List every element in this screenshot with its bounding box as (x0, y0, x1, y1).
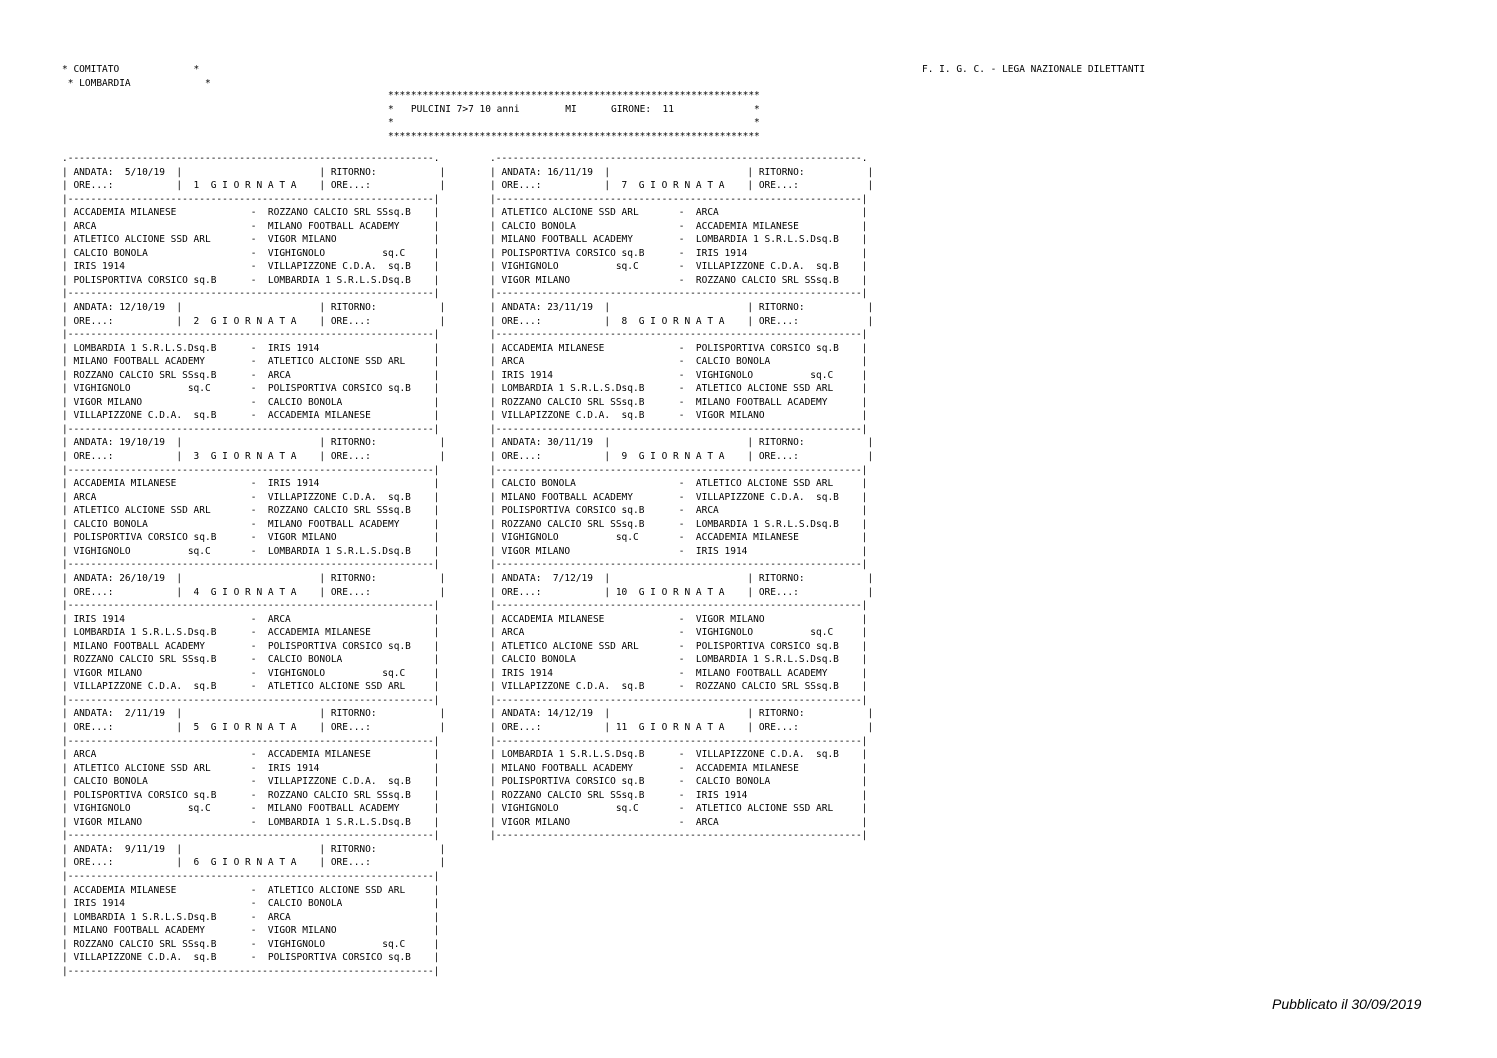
match-row: | CALCIO BONOLA - ATLETICO ALCIONE SSD ARL | (490, 478, 868, 490)
match-row: | VILLAPIZZONE C.D.A. sq.B - VIGOR MILANO | (490, 410, 868, 422)
match-row: | VIGOR MILANO - ROZZANO CALCIO SRL SSsq.B | (490, 274, 868, 286)
round-border: |----------------------------------------------------------------| (490, 694, 868, 706)
committee-line-2: * LOMBARDIA * (62, 77, 211, 89)
round-giornata-line: | ORE...: | 9 G I O R N A T A | ORE...: | (490, 451, 874, 463)
match-row: | ACCADEMIA MILANESE - POLISPORTIVA CORSICO sq.B | (490, 342, 868, 354)
match-row: | POLISPORTIVA CORSICO sq.B - ROZZANO CALCIO SRL SSsq.B | (62, 789, 440, 801)
round-border: |----------------------------------------------------------------| (490, 329, 868, 341)
match-row: | VIGHIGNOLO sq.C - ATLETICO ALCIONE SSD ARL | (490, 803, 868, 815)
match-row: | VIGHIGNOLO sq.C - VILLAPIZZONE C.D.A. sq.B | (490, 261, 868, 273)
match-row: | VIGHIGNOLO sq.C - ACCADEMIA MILANESE | (490, 532, 868, 544)
round-andata-line: | ANDATA: 12/10/19 | | RITORNO: | (62, 302, 446, 314)
round-andata-line: | ANDATA: 26/10/19 | | RITORNO: | (62, 572, 446, 584)
schedule-column-right (490, 152, 873, 843)
round-block (62, 301, 445, 436)
federation-header: F. I. G. C. - LEGA NAZIONALE DILETTANTI (922, 64, 1146, 75)
match-row: | POLISPORTIVA CORSICO sq.B - ARCA | (490, 505, 868, 517)
round-block (62, 572, 445, 707)
round-border: |----------------------------------------------------------------| (62, 329, 440, 341)
round-andata-line: | ANDATA: 7/12/19 | | RITORNO: | (490, 572, 874, 584)
round-border: |----------------------------------------------------------------| (62, 965, 440, 977)
publication-date: Pubblicato il 30/09/2019 (1272, 996, 1422, 1012)
round-border: |----------------------------------------------------------------| (490, 464, 868, 476)
match-row: | ROZZANO CALCIO SRL SSsq.B - IRIS 1914 | (490, 789, 868, 801)
round-giornata-line: | ORE...: | 11 G I O R N A T A | ORE...: | (490, 721, 874, 733)
match-row: | MILANO FOOTBALL ACADEMY - VILLAPIZZONE C.D.A. sq.B | (490, 491, 868, 503)
match-row: | LOMBARDIA 1 S.R.L.S.Dsq.B - VILLAPIZZONE C.D.A. sq.B | (490, 749, 868, 761)
match-row: | VIGOR MILANO - IRIS 1914 | (490, 545, 868, 557)
match-row: | MILANO FOOTBALL ACADEMY - VIGOR MILANO | (62, 925, 440, 937)
match-row: | LOMBARDIA 1 S.R.L.S.Dsq.B - IRIS 1914 | (62, 342, 440, 354)
match-row: | ATLETICO ALCIONE SSD ARL - ARCA | (490, 207, 868, 219)
title-empty-line: * * (388, 117, 760, 129)
round-giornata-line: | ORE...: | 10 G I O R N A T A | ORE...: | (490, 586, 874, 598)
round-andata-line: | ANDATA: 16/11/19 | | RITORNO: | (490, 166, 874, 178)
match-row: | VILLAPIZZONE C.D.A. sq.B - ROZZANO CALCIO SRL SSsq.B | (490, 681, 868, 693)
match-row: | VIGOR MILANO - ARCA | (490, 816, 868, 828)
round-border: |----------------------------------------------------------------| (62, 464, 440, 476)
round-border: |----------------------------------------------------------------| (490, 193, 868, 205)
match-row: | ARCA - VIGHIGNOLO sq.C | (490, 627, 868, 639)
round-andata-line: | ANDATA: 5/10/19 | | RITORNO: | (62, 166, 446, 178)
match-row: | IRIS 1914 - ARCA | (62, 613, 440, 625)
match-row: | ACCADEMIA MILANESE - ROZZANO CALCIO SRL SSsq.B | (62, 207, 440, 219)
round-border: |----------------------------------------------------------------| (62, 830, 440, 842)
round-giornata-line: | ORE...: | 4 G I O R N A T A | ORE...: | (62, 586, 446, 598)
round-block (62, 843, 445, 978)
round-block (490, 707, 873, 842)
match-row: | VILLAPIZZONE C.D.A. sq.B - ATLETICO ALCIONE SSD ARL | (62, 681, 440, 693)
round-andata-line: | ANDATA: 23/11/19 | | RITORNO: | (490, 302, 874, 314)
match-row: | ROZZANO CALCIO SRL SSsq.B - MILANO FOOTBALL ACADEMY | (490, 396, 868, 408)
match-row: | VIGHIGNOLO sq.C - MILANO FOOTBALL ACADEMY | (62, 803, 440, 815)
schedule-column-left (62, 152, 445, 978)
match-row: | LOMBARDIA 1 S.R.L.S.Dsq.B - ATLETICO ALCIONE SSD ARL | (490, 383, 868, 395)
match-row: | ARCA - MILANO FOOTBALL ACADEMY | (62, 220, 440, 232)
match-row: | VIGOR MILANO - VIGHIGNOLO sq.C | (62, 667, 440, 679)
round-block (62, 436, 445, 571)
match-row: | ACCADEMIA MILANESE - IRIS 1914 | (62, 478, 440, 490)
match-row: | VIGHIGNOLO sq.C - LOMBARDIA 1 S.R.L.S.Dsq.B | (62, 545, 440, 557)
round-block (62, 152, 445, 301)
round-giornata-line: | ORE...: | 8 G I O R N A T A | ORE...: | (490, 315, 874, 327)
round-border: .----------------------------------------------------------------. (490, 153, 868, 164)
match-row: | ATLETICO ALCIONE SSD ARL - IRIS 1914 | (62, 762, 440, 774)
round-block (490, 152, 873, 301)
round-border: |----------------------------------------------------------------| (62, 600, 440, 612)
round-block (62, 707, 445, 842)
match-row: | ACCADEMIA MILANESE - ATLETICO ALCIONE SSD ARL | (62, 884, 440, 896)
match-row: | ROZZANO CALCIO SRL SSsq.B - LOMBARDIA 1 S.R.L.S.Dsq.B | (490, 518, 868, 530)
round-border: .----------------------------------------------------------------. (62, 153, 440, 164)
match-row: | VILLAPIZZONE C.D.A. sq.B - ACCADEMIA MILANESE | (62, 410, 440, 422)
championship-title-box (388, 89, 760, 143)
match-row: | ACCADEMIA MILANESE - VIGOR MILANO | (490, 613, 868, 625)
round-border: |----------------------------------------------------------------| (490, 600, 868, 612)
match-row: | POLISPORTIVA CORSICO sq.B - IRIS 1914 | (490, 247, 868, 259)
match-row: | IRIS 1914 - MILANO FOOTBALL ACADEMY | (490, 667, 868, 679)
round-giornata-line: | ORE...: | 6 G I O R N A T A | ORE...: | (62, 857, 446, 869)
match-row: | VIGOR MILANO - LOMBARDIA 1 S.R.L.S.Dsq.B | (62, 816, 440, 828)
match-row: | MILANO FOOTBALL ACADEMY - ATLETICO ALCIONE SSD ARL | (62, 356, 440, 368)
match-row: | MILANO FOOTBALL ACADEMY - ACCADEMIA MILANESE | (490, 762, 868, 774)
round-andata-line: | ANDATA: 2/11/19 | | RITORNO: | (62, 708, 446, 720)
round-border: |----------------------------------------------------------------| (490, 559, 868, 571)
round-border: |----------------------------------------------------------------| (490, 288, 868, 300)
round-andata-line: | ANDATA: 14/12/19 | | RITORNO: | (490, 708, 874, 720)
title-category-line: * PULCINI 7>7 10 anni MI GIRONE: 11 * (388, 103, 760, 115)
match-row: | ARCA - VILLAPIZZONE C.D.A. sq.B | (62, 491, 440, 503)
match-row: | ARCA - CALCIO BONOLA | (490, 356, 868, 368)
match-row: | ATLETICO ALCIONE SSD ARL - VIGOR MILANO | (62, 234, 440, 246)
title-border-bottom: ***************************************************************** (388, 130, 760, 142)
match-row: | CALCIO BONOLA - ACCADEMIA MILANESE | (490, 220, 868, 232)
round-giornata-line: | ORE...: | 1 G I O R N A T A | ORE...: | (62, 180, 446, 192)
match-row: | CALCIO BONOLA - VILLAPIZZONE C.D.A. sq.B | (62, 776, 440, 788)
match-row: | MILANO FOOTBALL ACADEMY - LOMBARDIA 1 S.R.L.S.Dsq.B | (490, 234, 868, 246)
round-andata-line: | ANDATA: 19/10/19 | | RITORNO: | (62, 437, 446, 449)
match-row: | MILANO FOOTBALL ACADEMY - POLISPORTIVA CORSICO sq.B | (62, 640, 440, 652)
round-border: |----------------------------------------------------------------| (62, 735, 440, 747)
match-row: | IRIS 1914 - CALCIO BONOLA | (62, 898, 440, 910)
match-row: | VILLAPIZZONE C.D.A. sq.B - POLISPORTIVA CORSICO sq.B | (62, 952, 440, 964)
match-row: | ATLETICO ALCIONE SSD ARL - POLISPORTIVA CORSICO sq.B | (490, 640, 868, 652)
round-border: |----------------------------------------------------------------| (62, 694, 440, 706)
round-border: |----------------------------------------------------------------| (62, 423, 440, 435)
round-block (490, 436, 873, 571)
match-row: | POLISPORTIVA CORSICO sq.B - CALCIO BONOLA | (490, 776, 868, 788)
round-border: |----------------------------------------------------------------| (490, 830, 868, 842)
match-row: | VIGHIGNOLO sq.C - POLISPORTIVA CORSICO sq.B | (62, 383, 440, 395)
match-row: | IRIS 1914 - VILLAPIZZONE C.D.A. sq.B | (62, 261, 440, 273)
round-border: |----------------------------------------------------------------| (62, 193, 440, 205)
match-row: | LOMBARDIA 1 S.R.L.S.Dsq.B - ARCA | (62, 911, 440, 923)
match-row: | IRIS 1914 - VIGHIGNOLO sq.C | (490, 369, 868, 381)
round-andata-line: | ANDATA: 30/11/19 | | RITORNO: | (490, 437, 874, 449)
match-row: | ATLETICO ALCIONE SSD ARL - ROZZANO CALCIO SRL SSsq.B | (62, 505, 440, 517)
committee-header (62, 63, 211, 90)
match-row: | CALCIO BONOLA - VIGHIGNOLO sq.C | (62, 247, 440, 259)
round-border: |----------------------------------------------------------------| (490, 735, 868, 747)
match-row: | ROZZANO CALCIO SRL SSsq.B - CALCIO BONOLA | (62, 654, 440, 666)
committee-line-1: * COMITATO * (62, 64, 200, 75)
round-border: |----------------------------------------------------------------| (62, 559, 440, 571)
round-block (490, 301, 873, 436)
match-row: | ROZZANO CALCIO SRL SSsq.B - ARCA | (62, 369, 440, 381)
title-border-top: ***************************************************************** (388, 90, 760, 101)
round-giornata-line: | ORE...: | 5 G I O R N A T A | ORE...: | (62, 721, 446, 733)
round-border: |----------------------------------------------------------------| (490, 423, 868, 435)
match-row: | LOMBARDIA 1 S.R.L.S.Dsq.B - ACCADEMIA MILANESE | (62, 627, 440, 639)
round-giornata-line: | ORE...: | 7 G I O R N A T A | ORE...: | (490, 180, 874, 192)
match-row: | POLISPORTIVA CORSICO sq.B - VIGOR MILANO | (62, 532, 440, 544)
round-block (490, 572, 873, 707)
match-row: | ROZZANO CALCIO SRL SSsq.B - VIGHIGNOLO sq.C | (62, 938, 440, 950)
round-andata-line: | ANDATA: 9/11/19 | | RITORNO: | (62, 843, 446, 855)
match-row: | ARCA - ACCADEMIA MILANESE | (62, 749, 440, 761)
match-row: | CALCIO BONOLA - LOMBARDIA 1 S.R.L.S.Dsq.B | (490, 654, 868, 666)
match-row: | CALCIO BONOLA - MILANO FOOTBALL ACADEMY | (62, 518, 440, 530)
round-giornata-line: | ORE...: | 3 G I O R N A T A | ORE...: | (62, 451, 446, 463)
round-border: |----------------------------------------------------------------| (62, 288, 440, 300)
match-row: | VIGOR MILANO - CALCIO BONOLA | (62, 396, 440, 408)
match-row: | POLISPORTIVA CORSICO sq.B - LOMBARDIA 1 S.R.L.S.Dsq.B | (62, 274, 440, 286)
round-border: |----------------------------------------------------------------| (62, 870, 440, 882)
round-giornata-line: | ORE...: | 2 G I O R N A T A | ORE...: | (62, 315, 446, 327)
